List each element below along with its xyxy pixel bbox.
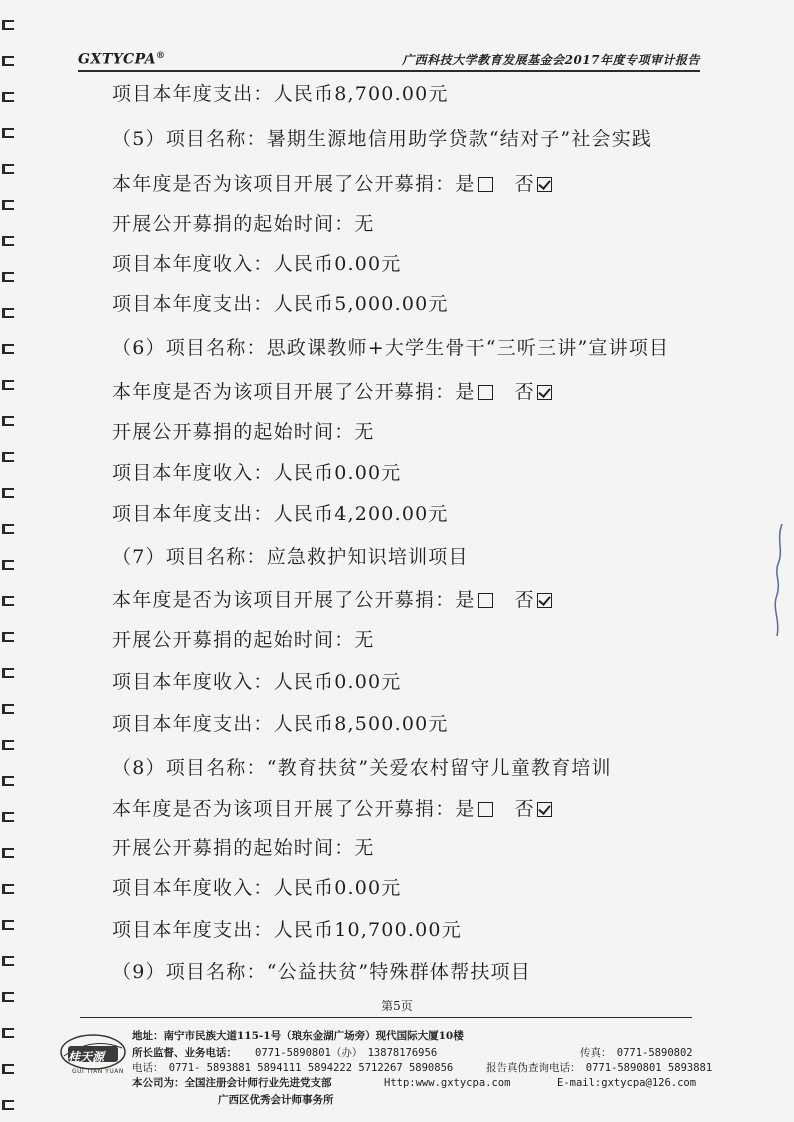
page-number: 第5页 [381,999,413,1013]
fundraising-question: 本年度是否为该项目开展了公开募捐：是 否 [112,380,552,404]
body-line: 开展公开募捐的起始时间：无 [112,629,375,651]
body-line: 项目本年度支出：人民币8,700.00元 [112,83,449,105]
yes-checkbox [478,802,493,817]
body-line: 开展公开募捐的起始时间：无 [112,421,375,443]
page-header [78,48,700,72]
footer-website: Http:www.gxtycpa.com [384,1077,511,1089]
footer-address: 地址：南宁市民族大道115-1号（琅东金湖广场旁）现代国际大厦10楼 [132,1030,464,1042]
body-line: 项目本年度支出：人民币4,200.00元 [112,503,449,525]
binding-ring [2,812,14,822]
body-line: 项目本年度收入：人民币0.00元 [112,253,402,275]
body-line: 项目本年度收入：人民币0.00元 [112,671,402,693]
binding-rings [0,0,16,1122]
binding-ring [2,20,14,30]
binding-ring [2,272,14,282]
no-checkbox-checked [537,593,552,608]
footer-fax: 传真： 0771-5890802 [580,1047,693,1059]
binding-ring [2,92,14,102]
fundraising-question: 本年度是否为该项目开展了公开募捐：是 否 [112,172,552,196]
binding-ring [2,416,14,426]
binding-ring [2,236,14,246]
body-line: 项目本年度收入：人民币0.00元 [112,877,402,899]
footer-divider [80,1017,692,1018]
body-line: 项目本年度收入：人民币0.00元 [112,462,402,484]
footer-honor: 本公司为：全国注册会计师行业先进党支部 [132,1077,332,1089]
binding-ring [2,668,14,678]
binding-ring [2,596,14,606]
binding-ring [2,1064,14,1074]
handwriting-mark-icon [768,520,788,640]
binding-ring [2,1028,14,1038]
footer-email: E-mail:gxtycpa@126.com [557,1077,697,1089]
binding-ring [2,632,14,642]
no-checkbox-checked [537,802,552,817]
binding-ring [2,704,14,714]
footer-verify-phone: 报告真伪查询电话： 0771-5890801 5893881 [486,1062,713,1074]
logo-subtext: GUI TIAN YUAN [72,1068,124,1075]
yes-checkbox [478,593,493,608]
footer-office: 所长监督、业务电话： 0771-5890801（办） 13878176956 [132,1047,438,1059]
fundraising-question: 本年度是否为该项目开展了公开募捐：是 否 [112,588,552,612]
project-title-6: （6）项目名称：思政课教师+大学生骨干“三听三讲”宣讲项目 [112,337,670,359]
binding-ring [2,56,14,66]
footer-phones: 电话： 0771- 5893881 5894111 5894222 5712267 5890856 [132,1062,454,1074]
yes-checkbox [478,385,493,400]
logo-text: 桂天源 [68,1050,105,1064]
binding-ring [2,488,14,498]
project-title-8: （8）项目名称：“教育扶贫”关爱农村留守儿童教育培训 [112,757,612,779]
no-checkbox-checked [537,385,552,400]
footer-region-honor: 广西区优秀会计师事务所 [218,1094,334,1106]
body-line: 开展公开募捐的起始时间：无 [112,213,375,235]
brand-logo-text: GXTYCPA® [78,51,166,68]
project-title-5: （5）项目名称：暑期生源地信用助学贷款“结对子”社会实践 [112,128,653,150]
body-line: 项目本年度支出：人民币8,500.00元 [112,713,449,735]
binding-ring [2,848,14,858]
binding-ring [2,128,14,138]
body-line: 项目本年度支出：人民币10,700.00元 [112,919,462,941]
binding-ring [2,524,14,534]
project-title-9: （9）项目名称：“公益扶贫”特殊群体帮扶项目 [112,961,531,983]
binding-ring [2,884,14,894]
project-title-7: （7）项目名称：应急救护知识培训项目 [112,546,469,568]
report-title: 广西科技大学教育发展基金会2017年度专项审计报告 [402,53,700,67]
fundraising-question: 本年度是否为该项目开展了公开募捐：是 否 [112,797,552,821]
binding-ring [2,740,14,750]
binding-ring [2,164,14,174]
binding-ring [2,380,14,390]
binding-ring [2,308,14,318]
binding-ring [2,560,14,570]
binding-ring [2,920,14,930]
binding-ring [2,452,14,462]
binding-ring [2,344,14,354]
yes-checkbox [478,177,493,192]
body-line: 开展公开募捐的起始时间：无 [112,837,375,859]
binding-ring [2,776,14,786]
binding-ring [2,1100,14,1110]
binding-ring [2,956,14,966]
body-line: 项目本年度支出：人民币5,000.00元 [112,293,449,315]
no-checkbox-checked [537,177,552,192]
binding-ring [2,200,14,210]
